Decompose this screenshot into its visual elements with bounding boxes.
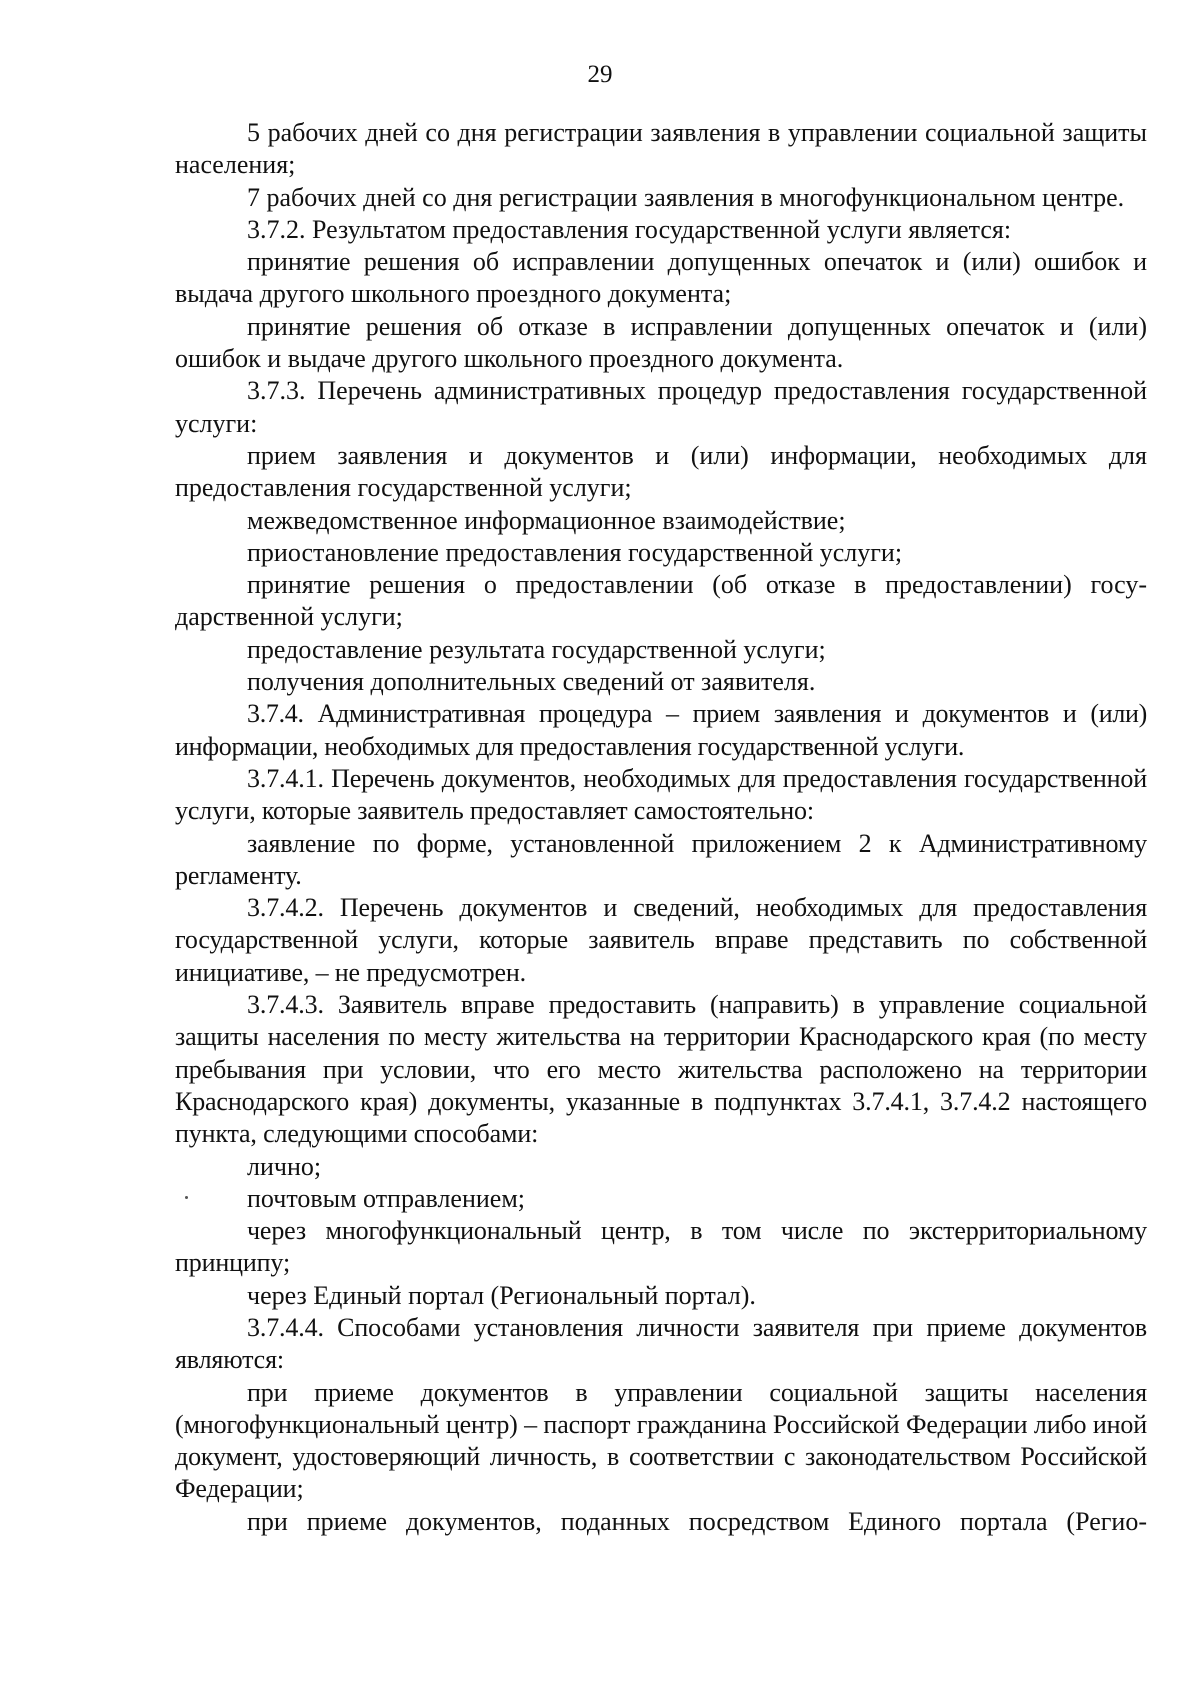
paragraph: получения дополнительных сведений от заявителя. — [247, 667, 816, 697]
paragraph: почтовым отправлением; — [247, 1183, 526, 1213]
paragraph: 3.7.3. Перечень административных процедур предоставления государственной услуги: — [175, 376, 1147, 438]
paragraph: принятие решения об отказе в исправлении допущенных опечаток и (или) ошибок и выдаче другого школьного проездного документа. — [175, 311, 1147, 374]
paragraph: при приеме документов, поданных посредством Единого портала (Регио- — [247, 1506, 1147, 1536]
paragraph: принятие решения о предоставлении (об отказе в предоставлении) государственной услуги; — [175, 570, 1147, 632]
paragraph: 3.7.4.3. Заявитель вправе предоставить (направить) в управление социальной защиты населения по месту жительства на территории Краснодарского края (по месту пребывания при условии, что его место жительства расположено на территории Краснодарского края) документы, указанные в подпунктах 3.7.4.1, 3.7.4.2 настоящего пункта, следующими способами: — [175, 990, 1147, 1149]
scan-speck — [185, 1196, 188, 1199]
paragraph: при приеме документов в управлении социальной защиты населения (многофункциональный центр) – паспорт гражданина Российской Федерации либо иной документ, удостоверяющий личность, в соответствии с законодательством Российской Федерации; — [175, 1377, 1147, 1504]
paragraph: 7 рабочих дней со дня регистрации заявления в многофункциональном центре. — [247, 182, 1125, 212]
paragraph: 3.7.2. Результатом предоставления государственной услуги является: — [247, 214, 1012, 244]
paragraph: 3.7.4.4. Способами установления личности заявителя при приеме документов являются: — [175, 1312, 1147, 1375]
paragraph: через Единый портал (Региональный портал). — [247, 1280, 756, 1310]
paragraph: предоставление результата государственной услуги; — [247, 634, 826, 664]
paragraph: приостановление предоставления государственной услуги; — [247, 537, 903, 567]
paragraph: лично; — [247, 1151, 322, 1181]
paragraph: межведомственное информационное взаимодействие; — [247, 505, 846, 535]
paragraph: 5 рабочих дней со дня регистрации заявления в управлении социальной защиты населения; — [175, 118, 1147, 180]
page-number: 29 — [587, 61, 613, 88]
paragraph: прием заявления и документов и (или) информации, необходимых для предоставления государственной услуги; — [175, 440, 1147, 503]
document-body — [175, 117, 1147, 1538]
paragraph: принятие решения об исправлении допущенных опечаток и (или) ошибок и выдача другого школьного проездного документа; — [175, 247, 1147, 309]
paragraph: через многофункциональный центр, в том числе по экстерриториальному принципу; — [175, 1216, 1147, 1278]
paragraph: заявление по форме, установленной приложением 2 к Административному регламенту. — [175, 828, 1147, 890]
paragraph: 3.7.4. Административная процедура – прием заявления и документов и (или) информации, необходимых для предоставления государственной услуги. — [175, 699, 1147, 761]
paragraph: 3.7.4.1. Перечень документов, необходимых для предоставления государственной услуги, которые заявитель предоставляет самостоятельно: — [175, 763, 1147, 826]
paragraph: 3.7.4.2. Перечень документов и сведений, необходимых для предоставления государственной услуги, которые заявитель вправе представить по собственной инициативе, – не предусмотрен. — [175, 893, 1147, 987]
